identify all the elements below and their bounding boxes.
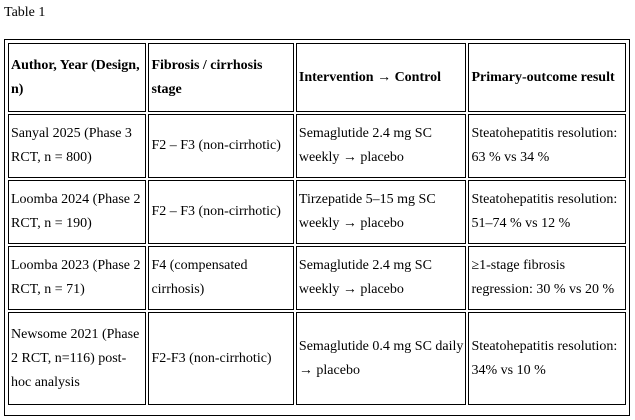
cell-fibrosis-stage: F2 – F3 (non-cirrhotic)	[148, 180, 293, 244]
cell-intervention: Semaglutide 2.4 mg SC weekly → placebo	[296, 114, 467, 178]
cell-primary-outcome: Steatohepatitis resolution: 63 % vs 34 %	[468, 114, 626, 178]
cell-fibrosis-stage: F2-F3 (non-cirrhotic)	[148, 312, 293, 405]
cell-author: Sanyal 2025 (Phase 3 RCT, n = 800)	[8, 114, 146, 178]
cell-intervention: Semaglutide 0.4 mg SC daily → placebo	[296, 312, 467, 405]
table-row	[8, 180, 626, 244]
cell-primary-outcome: ≥1-stage fibrosis regression: 30 % vs 20 %	[468, 246, 626, 310]
header-author: Author, Year (Design, n)	[8, 43, 146, 112]
cell-author: Loomba 2023 (Phase 2 RCT, n = 71)	[8, 246, 146, 310]
cell-primary-outcome: Steatohepatitis resolution: 51–74 % vs 12 %	[468, 180, 626, 244]
table-caption: Table 1	[4, 5, 46, 20]
table-header-row	[8, 43, 626, 112]
cell-intervention: Tirzepatide 5–15 mg SC weekly → placebo	[296, 180, 467, 244]
cell-author: Newsome 2021 (Phase 2 RCT, n=116) post-hoc analysis	[8, 312, 146, 405]
header-primary-outcome: Primary-outcome result	[468, 43, 626, 112]
table-row	[8, 246, 626, 310]
results-table	[6, 41, 628, 407]
table-row	[8, 114, 626, 178]
table-frame	[4, 39, 630, 416]
table-row	[8, 312, 626, 405]
header-intervention: Intervention → Control	[296, 43, 467, 112]
cell-primary-outcome: Steatohepatitis resolution: 34% vs 10 %	[468, 312, 626, 405]
cell-author: Loomba 2024 (Phase 2 RCT, n = 190)	[8, 180, 146, 244]
cell-intervention: Semaglutide 2.4 mg SC weekly → placebo	[296, 246, 467, 310]
cell-fibrosis-stage: F2 – F3 (non-cirrhotic)	[148, 114, 293, 178]
cell-fibrosis-stage: F4 (compensated cirrhosis)	[148, 246, 293, 310]
header-fibrosis-stage: Fibrosis / cirrhosis stage	[148, 43, 293, 112]
